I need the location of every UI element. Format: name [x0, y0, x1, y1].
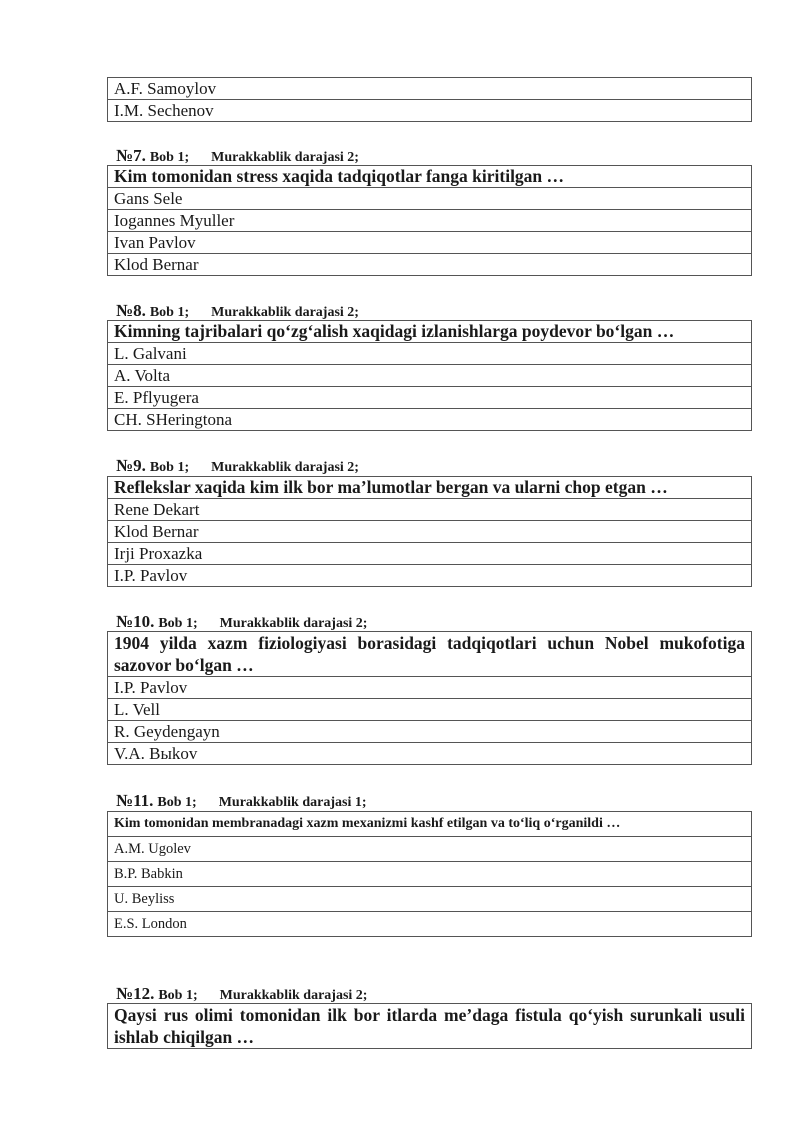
question-number: №9. — [116, 456, 146, 475]
answer-option: L. Galvani — [108, 342, 751, 364]
answer-table-continued — [107, 77, 752, 122]
answer-option: Klod Bernar — [108, 520, 751, 542]
answer-option: B.P. Babkin — [108, 861, 751, 886]
chapter-label: Bob 1; — [149, 460, 190, 475]
answer-option: CH. SHeringtona — [108, 408, 751, 430]
answer-option: A. Volta — [108, 364, 751, 386]
answer-option: Klod Bernar — [108, 253, 751, 275]
question-number: №11. — [116, 791, 154, 810]
question-number: №10. — [116, 612, 155, 631]
question-text: Kim tomonidan stress xaqida tadqiqotlar fanga kiritilgan … — [114, 166, 565, 186]
difficulty-label: Murakkablik darajasi 2; — [211, 460, 359, 475]
answer-option: R. Geydengayn — [108, 720, 751, 742]
answer-option: L. Vell — [108, 698, 751, 720]
answer-option: A.F. Samoylov — [114, 79, 217, 98]
chapter-label: Bob 1; — [149, 150, 190, 165]
chapter-label: Bob 1; — [149, 305, 190, 320]
answer-option: I.P. Pavlov — [108, 676, 751, 698]
answer-option: Rene Dekart — [108, 498, 751, 520]
question-table — [107, 165, 752, 276]
question-header — [116, 791, 367, 811]
question-table — [107, 631, 752, 765]
question-header — [116, 612, 367, 632]
question-header — [116, 301, 359, 321]
question-table — [107, 1003, 752, 1049]
question-number: №12. — [116, 984, 155, 1003]
question-text: Qaysi rus olimi tomonidan ilk bor itlarda me’daga fistula qo‘yish surunkali usuli ishlab chiqilgan … — [114, 1005, 745, 1047]
question-number: №7. — [116, 146, 146, 165]
answer-option: E. Pflyugera — [108, 386, 751, 408]
chapter-label: Bob 1; — [158, 616, 198, 631]
answer-option: A.M. Ugolev — [108, 836, 751, 861]
question-text: Kim tomonidan membranadagi xazm mexanizmi kashf etilgan va to‘liq o‘rganildi … — [114, 816, 621, 831]
question-header — [116, 456, 359, 476]
answer-option: E.S. London — [108, 911, 751, 936]
answer-option: V.A. Выkov — [108, 742, 751, 764]
question-table — [107, 320, 752, 431]
answer-option: I.P. Pavlov — [108, 564, 751, 586]
question-header — [116, 146, 359, 166]
chapter-label: Bob 1; — [157, 795, 197, 810]
question-text: 1904 yilda xazm fiziologiyasi borasidagi tadqiqotlari uchun Nobel mukofotiga sazovor bo‘lgan … — [114, 633, 745, 675]
question-table — [107, 811, 752, 937]
answer-option: Ivan Pavlov — [108, 231, 751, 253]
difficulty-label: Murakkablik darajasi 2; — [219, 616, 368, 631]
question-table — [107, 476, 752, 587]
difficulty-label: Murakkablik darajasi 2; — [219, 988, 368, 1003]
question-number: №8. — [116, 301, 146, 320]
difficulty-label: Murakkablik darajasi 2; — [211, 305, 359, 320]
chapter-label: Bob 1; — [158, 988, 198, 1003]
difficulty-label: Murakkablik darajasi 2; — [211, 150, 359, 165]
answer-option: Irji Proxazka — [108, 542, 751, 564]
question-text: Kimning tajribalari qo‘zg‘alish xaqidagi izlanishlarga poydevor bo‘lgan … — [114, 321, 675, 341]
question-text: Reflekslar xaqida kim ilk bor ma’lumotlar bergan va ularni chop etgan … — [114, 477, 668, 497]
answer-option: Iogannes Myuller — [108, 209, 751, 231]
answer-option: I.M. Sechenov — [108, 99, 751, 121]
answer-option: U. Beyliss — [108, 886, 751, 911]
question-header — [116, 984, 367, 1004]
answer-option: Gans Sele — [108, 187, 751, 209]
difficulty-label: Murakkablik darajasi 1; — [218, 795, 367, 810]
